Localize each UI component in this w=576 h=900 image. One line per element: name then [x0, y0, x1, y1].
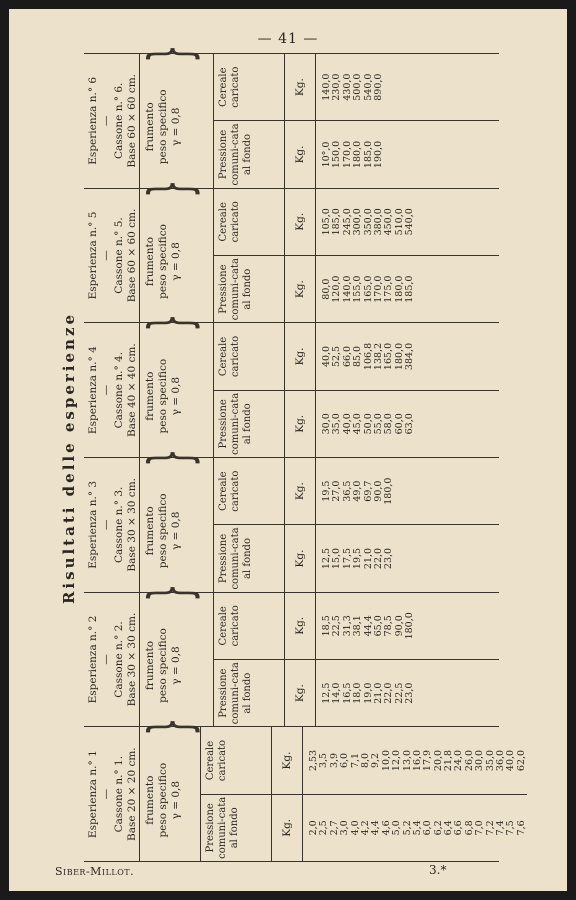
pressure-value: 5,4 — [411, 820, 423, 836]
experiment-columns — [214, 323, 499, 457]
load-value: 90,0 — [393, 615, 405, 637]
pressure-value: 170,0 — [341, 140, 353, 169]
pressure-column — [201, 795, 527, 861]
experiment-name: Esperienza n.° 5 — [87, 211, 99, 300]
load-value: 138,2 — [372, 342, 384, 371]
pressure-values — [316, 256, 499, 322]
header-dash: — — [100, 384, 112, 396]
load-value: 180,0 — [404, 612, 416, 640]
load-value: 30,0 — [474, 749, 486, 772]
pressure-header: Pressione comuni-cata al fondo — [214, 256, 285, 322]
pressure-value: 7,2 — [484, 820, 496, 836]
load-value: 180,0 — [393, 342, 405, 371]
specific-weight-label: peso specifico — [157, 224, 169, 299]
pressure-value: 185,0 — [404, 275, 416, 303]
box-name: Cassone n.° 2. — [113, 621, 125, 698]
material-name: frumento — [144, 775, 156, 825]
pressure-value: 19,0 — [362, 682, 374, 704]
pressure-value: 15,0 — [331, 547, 343, 570]
header-dash: — — [100, 788, 112, 800]
pressure-value: 16,5 — [341, 682, 353, 704]
load-value: 180,0 — [383, 477, 395, 505]
gamma-value: γ = 0,8 — [170, 242, 182, 281]
load-value: 350,0 — [362, 208, 374, 236]
pressure-value: 14,0 — [331, 682, 343, 704]
pressure-value: 4,4 — [370, 820, 382, 836]
pressure-value: 180,0 — [352, 140, 364, 169]
load-value: 105,0 — [321, 208, 332, 236]
pressure-value: 60,0 — [393, 413, 405, 435]
load-value: 890,0 — [372, 73, 384, 101]
load-value: 450,0 — [383, 208, 395, 236]
material-text — [140, 201, 213, 323]
pressure-unit: Kg. — [272, 795, 303, 861]
header-dash: — — [100, 654, 112, 665]
brace-icon: } — [136, 44, 204, 63]
pressure-value: 22,5 — [393, 682, 405, 704]
pressure-header: Pressione comuni-cata al fondo — [214, 525, 285, 591]
load-value: 245,0 — [341, 208, 353, 236]
pressure-value: 63,0 — [404, 413, 416, 435]
specific-weight-label: peso specifico — [157, 358, 169, 434]
load-value: 540,0 — [404, 208, 416, 236]
experiment-columns — [214, 189, 499, 323]
load-value: 52,5 — [331, 345, 343, 368]
pressure-value: 10°,0 — [321, 141, 332, 168]
experiment-header — [84, 727, 140, 861]
load-value: 44,4 — [362, 615, 374, 637]
material-row — [136, 313, 214, 457]
load-value: 500,0 — [352, 73, 364, 101]
pressure-header: Pressione comuni-cata al fondo — [214, 660, 285, 726]
load-unit: Kg. — [285, 54, 316, 120]
load-value: 85,0 — [352, 345, 364, 368]
pressure-value: 17,5 — [341, 547, 353, 570]
pressure-value: 4,0 — [349, 820, 361, 836]
load-unit: Kg. — [272, 727, 303, 793]
load-header: Cereale caricato — [214, 593, 285, 659]
material-name: frumento — [144, 640, 156, 691]
pressure-unit: Kg. — [285, 525, 316, 591]
load-values — [316, 323, 499, 389]
load-value: 140,0 — [321, 73, 332, 101]
load-header: Cereale caricato — [214, 323, 285, 389]
box-name: Cassone n.° 3. — [113, 486, 125, 564]
load-value: 38,1 — [352, 615, 364, 637]
experiment-block — [84, 44, 499, 188]
pressure-value: 45,0 — [352, 413, 364, 435]
brace-icon: } — [136, 717, 204, 737]
pressure-value: 7,6 — [515, 820, 527, 836]
load-value: 65,0 — [372, 615, 384, 637]
load-value: 540,0 — [362, 73, 374, 101]
load-value: 300,0 — [352, 208, 364, 236]
load-unit: Kg. — [285, 189, 316, 255]
pressure-value: 18,0 — [352, 682, 364, 704]
pressure-unit: Kg. — [285, 121, 316, 187]
gamma-value: γ = 0,8 — [170, 511, 182, 551]
material-name: frumento — [144, 236, 156, 287]
box-name: Cassone n.° 6. — [113, 82, 125, 160]
load-unit: Kg. — [285, 323, 316, 389]
pressure-value: 7,4 — [495, 820, 507, 836]
load-value: 230,0 — [331, 73, 343, 101]
results-table-rotated — [54, 44, 527, 862]
material-name: frumento — [144, 506, 156, 556]
experiment-block — [84, 179, 499, 323]
pressure-value: 155,0 — [352, 275, 364, 303]
load-value: 3,5 — [318, 752, 330, 769]
pressure-values — [303, 795, 527, 861]
material-row — [136, 448, 214, 592]
load-value: 36,0 — [495, 749, 507, 772]
brace-icon: } — [136, 179, 204, 198]
load-values — [316, 458, 499, 524]
pressure-value: 21,0 — [372, 682, 384, 704]
pressure-column — [214, 525, 499, 591]
pressure-value: 120,0 — [331, 275, 343, 303]
brace-icon: } — [136, 583, 204, 602]
material-text — [140, 605, 213, 727]
header-dash: — — [100, 115, 112, 127]
material-row — [136, 583, 214, 727]
material-text — [140, 66, 213, 188]
load-value: 106,8 — [362, 342, 374, 371]
material-text — [140, 470, 213, 592]
specific-weight-label: peso specifico — [157, 89, 169, 165]
pressure-value: 165,0 — [362, 275, 374, 303]
load-value: 31,3 — [341, 615, 353, 637]
load-value: 24,0 — [453, 749, 465, 772]
load-header: Cereale caricato — [214, 458, 285, 524]
table-title: Risultati delle esperienze — [60, 311, 78, 605]
experiment-header — [84, 189, 140, 323]
pressure-column — [214, 391, 499, 457]
load-value: 12,0 — [391, 749, 403, 772]
pressure-values — [316, 660, 499, 726]
experiment-block — [84, 448, 499, 592]
load-value: 78,5 — [383, 615, 395, 637]
pressure-value: 6,0 — [422, 820, 434, 836]
load-value: 2,53 — [308, 749, 319, 772]
load-header: Cereale caricato — [214, 189, 285, 255]
load-header: Cereale caricato — [201, 727, 272, 793]
load-column — [214, 54, 499, 121]
brace-icon: } — [136, 313, 204, 333]
load-value: 165,0 — [383, 342, 395, 371]
pressure-values — [316, 525, 499, 591]
material-name: frumento — [144, 102, 156, 152]
load-value: 10,0 — [380, 749, 392, 772]
load-value: 69,7 — [362, 480, 374, 502]
material-row — [136, 717, 204, 861]
load-column — [201, 727, 527, 794]
experiment-name: Esperienza n.° 6 — [87, 76, 99, 165]
experiment-block — [84, 717, 527, 861]
pressure-value: 170,0 — [372, 275, 384, 303]
load-value: 3,9 — [328, 752, 340, 769]
load-value: 18,5 — [321, 615, 332, 637]
pressure-value: 3,0 — [339, 820, 351, 836]
pressure-values — [316, 391, 499, 457]
pressure-value: 180,0 — [393, 275, 405, 303]
load-value: 9,2 — [370, 752, 382, 769]
pressure-value: 5,0 — [391, 820, 403, 836]
pressure-column — [214, 660, 499, 726]
pressure-value: 12,5 — [321, 547, 332, 570]
pressure-value: 2,7 — [328, 820, 340, 836]
document-page — [9, 9, 567, 891]
box-name: Cassone n.° 4. — [113, 351, 125, 429]
pressure-value: 6,6 — [453, 820, 465, 836]
load-value: 380,0 — [372, 208, 384, 236]
load-value: 26,0 — [463, 749, 475, 772]
pressure-value: 4,2 — [359, 820, 371, 836]
load-value: 19,5 — [321, 480, 332, 502]
pressure-value: 58,0 — [383, 413, 395, 435]
pressure-value: 7,5 — [505, 820, 517, 836]
material-text — [140, 335, 213, 457]
experiment-name: Esperienza n.° 1 — [87, 750, 99, 839]
box-base: Base 60 × 60 cm. — [126, 208, 138, 303]
pressure-value: 21,0 — [362, 547, 374, 570]
experiment-columns — [214, 593, 499, 727]
pressure-value: 35,0 — [331, 413, 343, 435]
material-name: frumento — [144, 371, 156, 421]
results-table — [84, 44, 527, 862]
load-value: 384,0 — [404, 342, 416, 371]
box-base: Base 30 × 30 cm. — [126, 478, 138, 572]
pressure-column — [214, 256, 499, 322]
pressure-value: 50,0 — [362, 413, 374, 435]
pressure-unit: Kg. — [285, 256, 316, 322]
load-value: 17,9 — [422, 749, 434, 772]
footer-signature: 3.* — [429, 863, 447, 877]
pressure-value: 40,0 — [341, 413, 353, 435]
page-number: — 41 — — [257, 31, 319, 47]
load-value: 21,8 — [443, 749, 455, 772]
load-value: 35,0 — [484, 749, 496, 772]
load-values — [303, 727, 527, 793]
pressure-header: Pressione comuni-cata al fondo — [214, 391, 285, 457]
load-values — [316, 189, 499, 255]
experiment-name: Esperienza n.° 3 — [87, 480, 99, 569]
load-values — [316, 593, 499, 659]
load-value: 20,0 — [432, 749, 444, 772]
load-value: 49,0 — [352, 480, 364, 502]
pressure-value: 175,0 — [383, 275, 395, 303]
pressure-value: 55,0 — [372, 413, 384, 435]
load-unit: Kg. — [285, 593, 316, 659]
load-value: 510,0 — [393, 208, 405, 236]
pressure-value: 2,5 — [318, 820, 330, 836]
pressure-value: 6,2 — [432, 820, 444, 836]
box-base: Base 30 × 30 cm. — [126, 612, 138, 707]
box-name: Cassone n.° 1. — [113, 755, 125, 833]
gamma-value: γ = 0,8 — [170, 376, 182, 416]
pressure-value: 2,0 — [308, 820, 319, 836]
experiment-header — [84, 593, 140, 727]
experiment-header — [84, 54, 140, 188]
load-value: 90,0 — [372, 480, 384, 502]
footer-author: Siber-Millot. — [55, 865, 135, 878]
material-text — [140, 739, 200, 861]
load-value: 185,0 — [331, 208, 343, 236]
load-value: 8,0 — [359, 752, 371, 769]
experiment-columns — [201, 727, 527, 861]
header-dash: — — [100, 250, 112, 261]
box-name: Cassone n.° 5. — [113, 217, 125, 294]
pressure-unit: Kg. — [285, 660, 316, 726]
pressure-value: 30,0 — [321, 413, 332, 435]
pressure-value: 190,0 — [372, 140, 384, 169]
load-value: 66,0 — [341, 345, 353, 368]
load-column — [214, 323, 499, 390]
pressure-column — [214, 121, 499, 187]
material-row — [136, 179, 214, 323]
experiment-block — [84, 313, 499, 457]
experiment-header — [84, 458, 140, 592]
pressure-value: 22,0 — [372, 547, 384, 570]
box-base: Base 60 × 60 cm. — [126, 74, 138, 168]
brace-icon: } — [136, 448, 204, 467]
load-value: 430,0 — [341, 73, 353, 101]
header-dash: — — [100, 519, 112, 531]
pressure-value: 80,0 — [321, 278, 332, 300]
pressure-header: Pressione comuni-cata al fondo — [214, 121, 285, 187]
pressure-value: 19,5 — [352, 547, 364, 570]
pressure-value: 23,0 — [404, 682, 416, 704]
specific-weight-label: peso specifico — [157, 762, 169, 838]
box-base: Base 40 × 40 cm. — [126, 343, 138, 437]
pressure-value: 22,0 — [383, 682, 395, 704]
gamma-value: γ = 0,8 — [170, 107, 182, 147]
load-value: 22,5 — [331, 615, 343, 637]
experiment-block — [84, 583, 499, 727]
pressure-value: 6,8 — [463, 820, 475, 836]
load-value: 27,0 — [331, 480, 343, 502]
pressure-value: 7,0 — [474, 820, 486, 836]
load-value: 36,5 — [341, 480, 353, 502]
pressure-unit: Kg. — [285, 391, 316, 457]
pressure-value: 185,0 — [362, 140, 374, 169]
load-unit: Kg. — [285, 458, 316, 524]
pressure-value: 150,0 — [331, 140, 343, 169]
load-column — [214, 593, 499, 660]
experiment-name: Esperienza n.° 4 — [87, 346, 99, 435]
load-value: 62,0 — [515, 749, 527, 772]
load-value: 40,0 — [505, 749, 517, 772]
pressure-value: 6,4 — [443, 820, 455, 836]
load-column — [214, 189, 499, 256]
load-header: Cereale caricato — [214, 54, 285, 120]
load-value: 16,0 — [411, 749, 423, 772]
load-value: 7,1 — [349, 752, 361, 769]
experiment-name: Esperienza n.° 2 — [87, 615, 99, 704]
specific-weight-label: peso specifico — [157, 493, 169, 569]
gamma-value: γ = 0,8 — [170, 780, 182, 820]
pressure-values — [316, 121, 499, 187]
pressure-header: Pressione comuni-cata al fondo — [201, 795, 272, 861]
load-values — [316, 54, 499, 120]
pressure-value: 5,2 — [401, 820, 413, 836]
pressure-value: 140,0 — [341, 275, 353, 303]
load-column — [214, 458, 499, 525]
material-row — [136, 44, 214, 188]
gamma-value: γ = 0,8 — [170, 646, 182, 685]
experiment-columns — [214, 54, 499, 188]
pressure-value: 4,6 — [380, 820, 392, 836]
pressure-value: 12,5 — [321, 682, 332, 704]
experiment-columns — [214, 458, 499, 592]
specific-weight-label: peso specifico — [157, 628, 169, 703]
box-base: Base 20 × 20 cm. — [126, 747, 138, 841]
experiment-header — [84, 323, 140, 457]
pressure-value: 23,0 — [383, 547, 395, 570]
load-value: 13,0 — [401, 749, 413, 772]
load-value: 40,0 — [321, 345, 332, 368]
load-value: 6,0 — [339, 752, 351, 769]
